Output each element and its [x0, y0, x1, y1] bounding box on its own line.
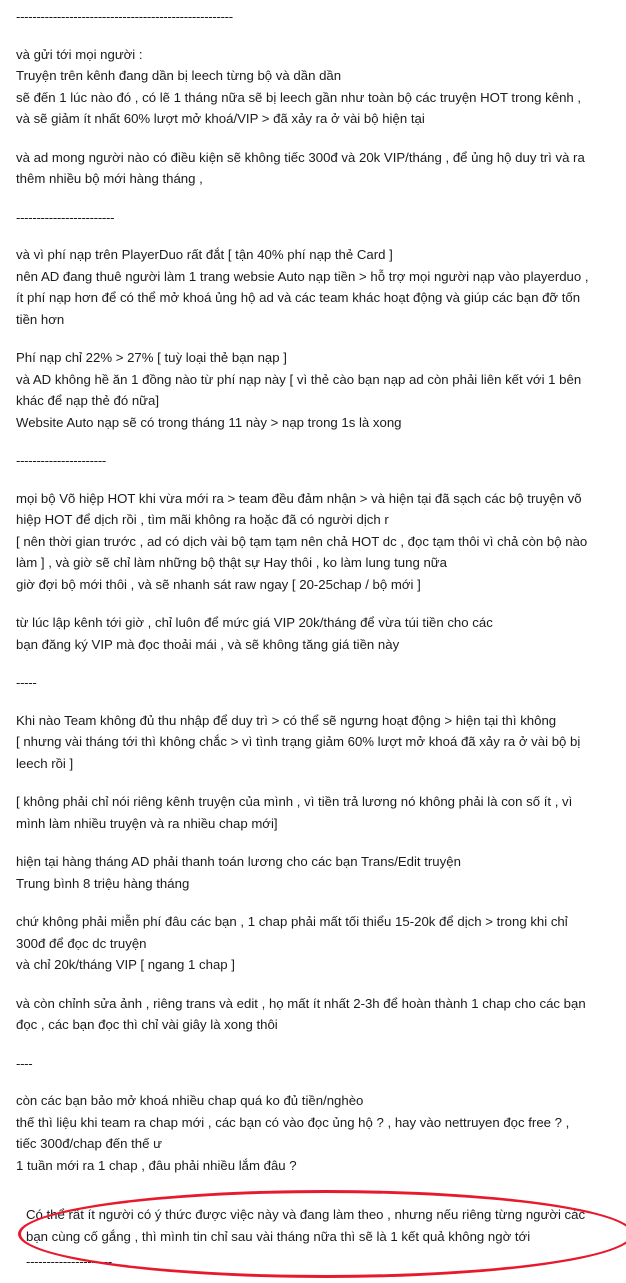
paragraph-line: Trung bình 8 triệu hàng tháng — [16, 875, 190, 891]
paragraph-vohiep — [16, 488, 610, 596]
paragraph-line: [ không phải chỉ nói riêng kênh truyện của mình , vì tiền trả lương nó không phải là con số ít , vì — [16, 794, 573, 809]
paragraph-line: 300đ để đọc dc truyện — [16, 935, 147, 951]
paragraph-line: và chỉ 20k/tháng VIP [ ngang 1 chap ] — [16, 957, 235, 972]
paragraph-line: giờ đợi bộ mới thôi , và sẽ nhanh sát raw ngay [ 20-25chap / bộ mới ] — [16, 576, 421, 592]
paragraph-line: còn các bạn bảo mở khoá nhiều chap quá ko đủ tiền/nghèo — [16, 1093, 364, 1108]
divider-2: ---------------------- — [16, 453, 107, 468]
paragraph-line: khác để nạp thẻ đó nữa] — [16, 393, 160, 408]
paragraph-line: và ad mong người nào có điều kiện sẽ không tiếc 300đ và 20k VIP/tháng , để ủng hộ duy trì và ra — [16, 149, 585, 165]
paragraph-fee — [16, 347, 610, 433]
paragraph-line: từ lúc lập kênh tới giờ , chỉ luôn để mức giá VIP 20k/tháng để vừa túi tiền cho các — [16, 615, 493, 630]
paragraph-line: Có thể rất ít người có ý thức được việc này và đang làm theo , nhưng nếu riêng từng người các — [26, 1207, 586, 1222]
paragraph-price — [16, 612, 610, 655]
paragraph-line: 1 tuần mới ra 1 chap , đâu phải nhiều lắm đâu ? — [16, 1157, 297, 1173]
paragraph-editing — [16, 993, 610, 1036]
paragraph-line: đọc , các bạn đọc thì chỉ vài giây là xong thôi — [16, 1017, 278, 1032]
paragraph-line: chứ không phải miễn phí đâu các bạn , 1 chap phải mất tối thiểu 15-20k để dịch > trong khi chỉ — [16, 914, 568, 929]
paragraph-line: hiệp HOT để dịch rồi , tìm mãi không ra hoặc đã có người dịch r — [16, 512, 389, 527]
paragraph-conclusion — [26, 1204, 600, 1247]
paragraph-support — [16, 147, 610, 190]
paragraph-line: và gửi tới mọi người : — [16, 46, 143, 62]
paragraph-line: bạn cùng cố gắng , thì mình tin chỉ sau vài tháng nữa thì sẽ là 1 kết quả không ngờ tới — [26, 1228, 531, 1244]
divider-bottom: --------------------- — [26, 1254, 112, 1269]
paragraph-line: [ nên thời gian trước , ad có dịch vài bộ tạm tạm nên chả HOT dc , đọc tạm thôi vì chả còn bộ nào — [16, 533, 588, 549]
divider-3: ----- — [16, 675, 37, 690]
divider-4: ---- — [16, 1055, 33, 1071]
paragraph-line: Phí nạp chỉ 22% > 27% [ tuỳ loại thẻ bạn nạp ] — [16, 350, 287, 365]
paragraph-line: thế thì liệu khi team ra chap mới , các bạn có vào đọc ủng hộ ? , hay vào nettruyen đọc free ? , — [16, 1114, 570, 1130]
divider-top: ----------------------------------------------------- — [16, 9, 233, 24]
paragraph-line: leech rồi ] — [16, 755, 74, 771]
paragraph-line: tiền hơn — [16, 311, 65, 327]
paragraph-line: và sẽ giảm ít nhất 60% lượt mở khoá/VIP > đã xảy ra ở vài bộ hiện tại — [16, 111, 425, 126]
highlighted-conclusion — [16, 1190, 610, 1279]
paragraph-income — [16, 710, 610, 775]
paragraph-line: thêm nhiều bộ mới hàng tháng , — [16, 171, 203, 186]
paragraph-notfree — [16, 911, 610, 976]
paragraph-line: và vì phí nạp trên PlayerDuo rất đắt [ tận 40% phí nạp thẻ Card ] — [16, 247, 393, 262]
paragraph-line: ít phí nạp hơn để có thể mở khoá ủng hộ ad và các team khác hoạt động và giúp các bạn đỡ tốn — [16, 290, 581, 305]
paragraph-line: sẽ đến 1 lúc nào đó , có lẽ 1 tháng nữa sẽ bị leech gần như toàn bộ các truyện HOT trong kênh , — [16, 89, 582, 105]
paragraph-intro — [16, 44, 610, 130]
paragraph-salary — [16, 851, 610, 894]
paragraph-line: Website Auto nạp sẽ có trong tháng 11 này > nạp trong 1s là xong — [16, 414, 402, 430]
paragraph-line: tiếc 300đ/chap đến thế ư — [16, 1136, 162, 1151]
paragraph-line: mình làm nhiều truyện và ra nhiều chap mới] — [16, 815, 278, 831]
paragraph-notonly — [16, 791, 610, 834]
paragraph-line: hiện tại hàng tháng AD phải thanh toán lương cho các bạn Trans/Edit truyện — [16, 854, 461, 869]
paragraph-line: nên AD đang thuê người làm 1 trang websie Auto nạp tiền > hỗ trợ mọi người nạp vào playerduo , — [16, 268, 589, 284]
paragraph-line: và AD không hề ăn 1 đồng nào từ phí nạp này [ vì thẻ cào bạn nạp ad còn phải liên kết với 1 bên — [16, 371, 582, 387]
paragraph-line: Khi nào Team không đủ thu nhập để duy trì > có thể sẽ ngưng hoạt động > hiện tại thì không — [16, 712, 557, 728]
paragraph-line: Truyện trên kênh đang dần bị leech từng bộ và dần dần — [16, 68, 342, 83]
divider-1: ------------------------ — [16, 209, 115, 225]
paragraph-line: làm ] , và giờ sẽ chỉ làm những bộ thật sự Hay thôi , ko làm lung tung nữa — [16, 555, 447, 570]
paragraph-line: bạn đăng ký VIP mà đọc thoải mái , và sẽ không tăng giá tiền này — [16, 636, 400, 652]
paragraph-unlock — [16, 1090, 610, 1176]
paragraph-line: mọi bộ Võ hiệp HOT khi vừa mới ra > team đều đảm nhận > và hiện tại đã sạch các bộ truyện võ — [16, 490, 582, 506]
paragraph-playerduo — [16, 244, 610, 330]
paragraph-line: [ nhưng vài tháng tới thì không chắc > vì tình trạng giảm 60% lượt mở khoá đã xảy ra ở vài bộ bị — [16, 734, 581, 749]
paragraph-line: và còn chỉnh sửa ảnh , riêng trans và edit , họ mất ít nhất 2-3h để hoàn thành 1 chap cho các bạn — [16, 995, 586, 1011]
